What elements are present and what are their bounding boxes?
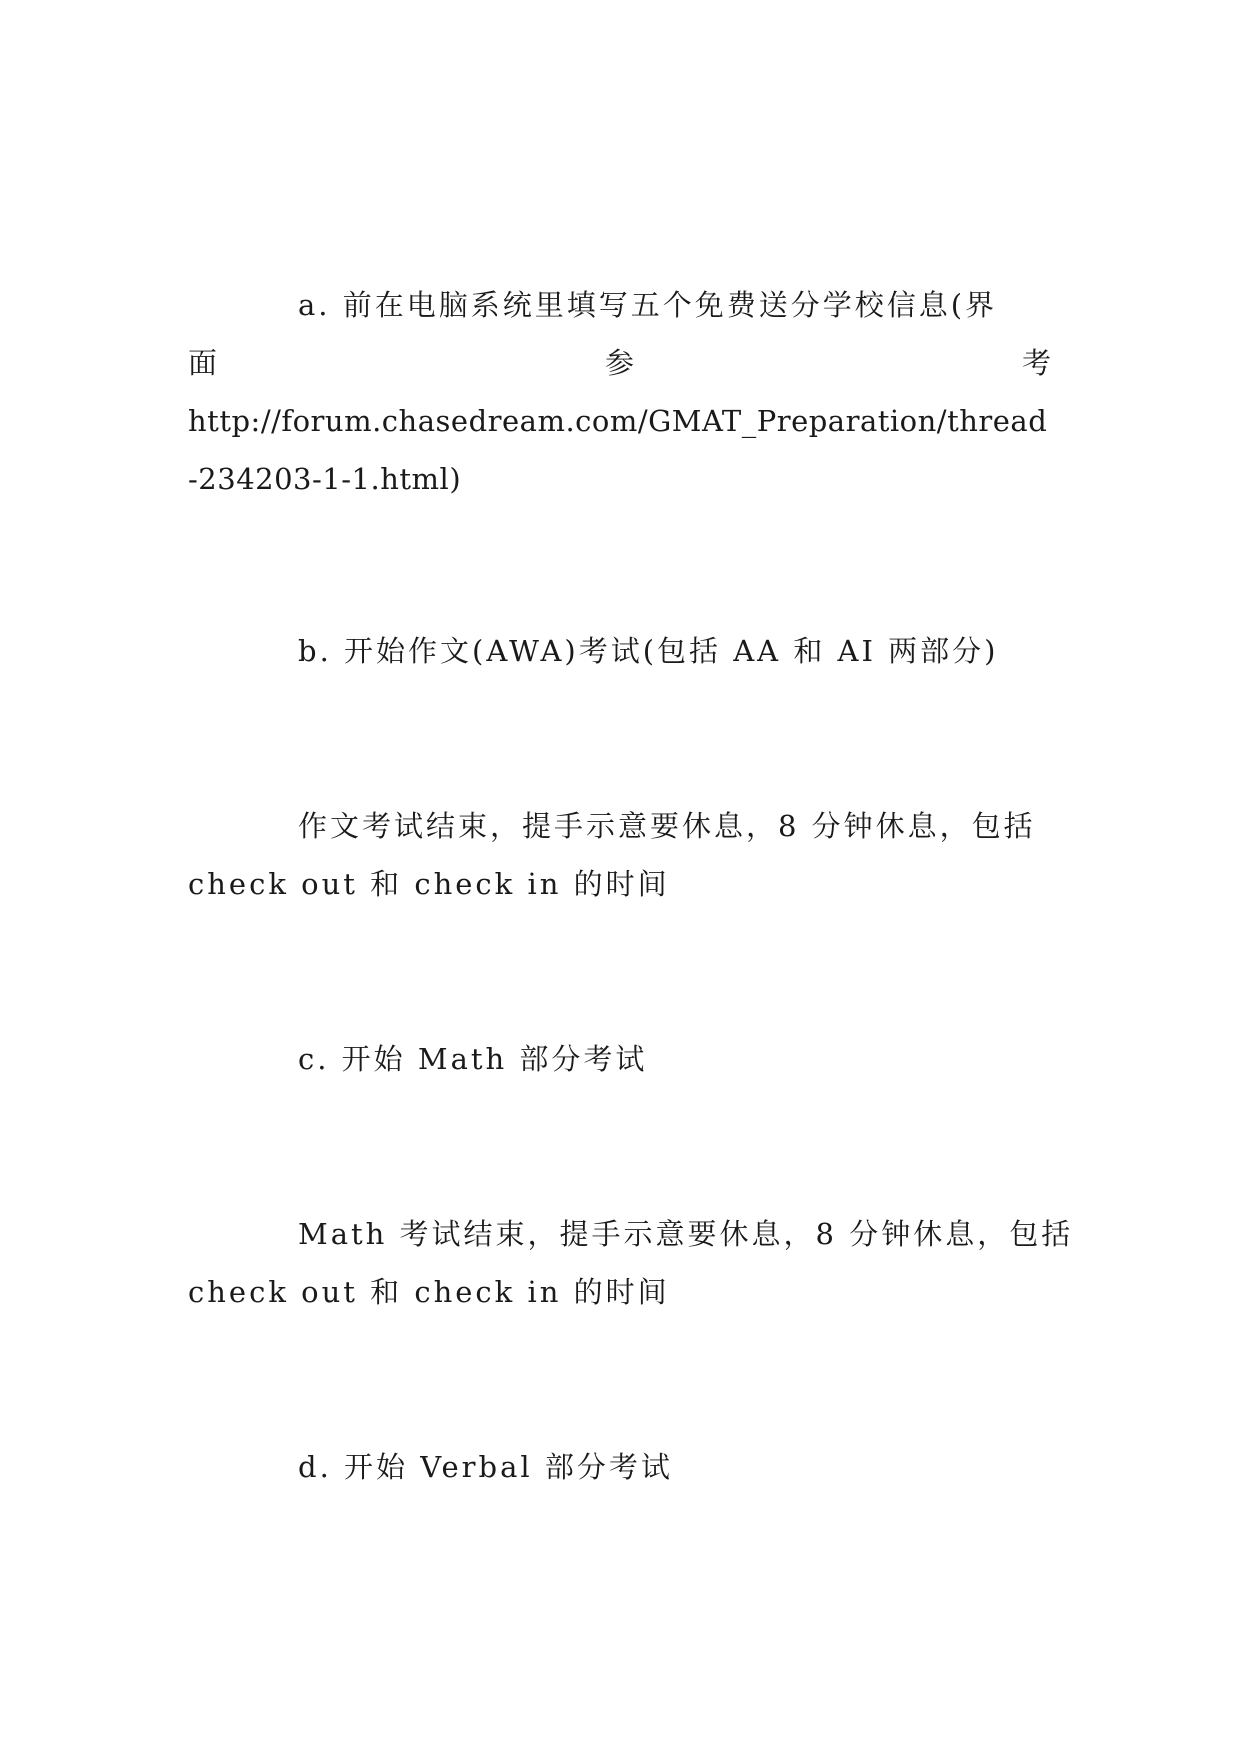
paragraph-math-break [188,1205,1074,1321]
reference-url-line: http://forum.chasedream.com/GMAT_Preparation/thread [188,404,1048,438]
paragraph-b-awa [188,622,1054,680]
justified-word: 参 [604,346,637,380]
justified-line [188,334,1054,392]
paragraph-line: b. 开始作文(AWA)考试(包括 AA 和 AI 两部分) [298,634,999,668]
justified-word: 考 [1021,346,1054,380]
paragraph-d-verbal [188,1438,1054,1496]
paragraph-awa-break [188,797,1054,913]
paragraph-line: check out 和 check in 的时间 [188,1275,670,1309]
paragraph-line: Math 考试结束，提手示意要休息，8 分钟休息，包括 [298,1217,1074,1251]
paragraph-line: a. 前在电脑系统里填写五个免费送分学校信息(界 [298,288,998,322]
paragraph-line: 作文考试结束，提手示意要休息，8 分钟休息，包括 [298,809,1036,843]
paragraph-line: d. 开始 Verbal 部分考试 [298,1450,673,1484]
paragraph-a-school-info [188,276,1054,508]
justified-word: 面 [188,346,221,380]
paragraph-c-math [188,1030,1054,1088]
reference-url-line: -234203-1-1.html) [188,462,462,496]
paragraph-line: c. 开始 Math 部分考试 [298,1042,648,1076]
paragraph-line: check out 和 check in 的时间 [188,867,670,901]
